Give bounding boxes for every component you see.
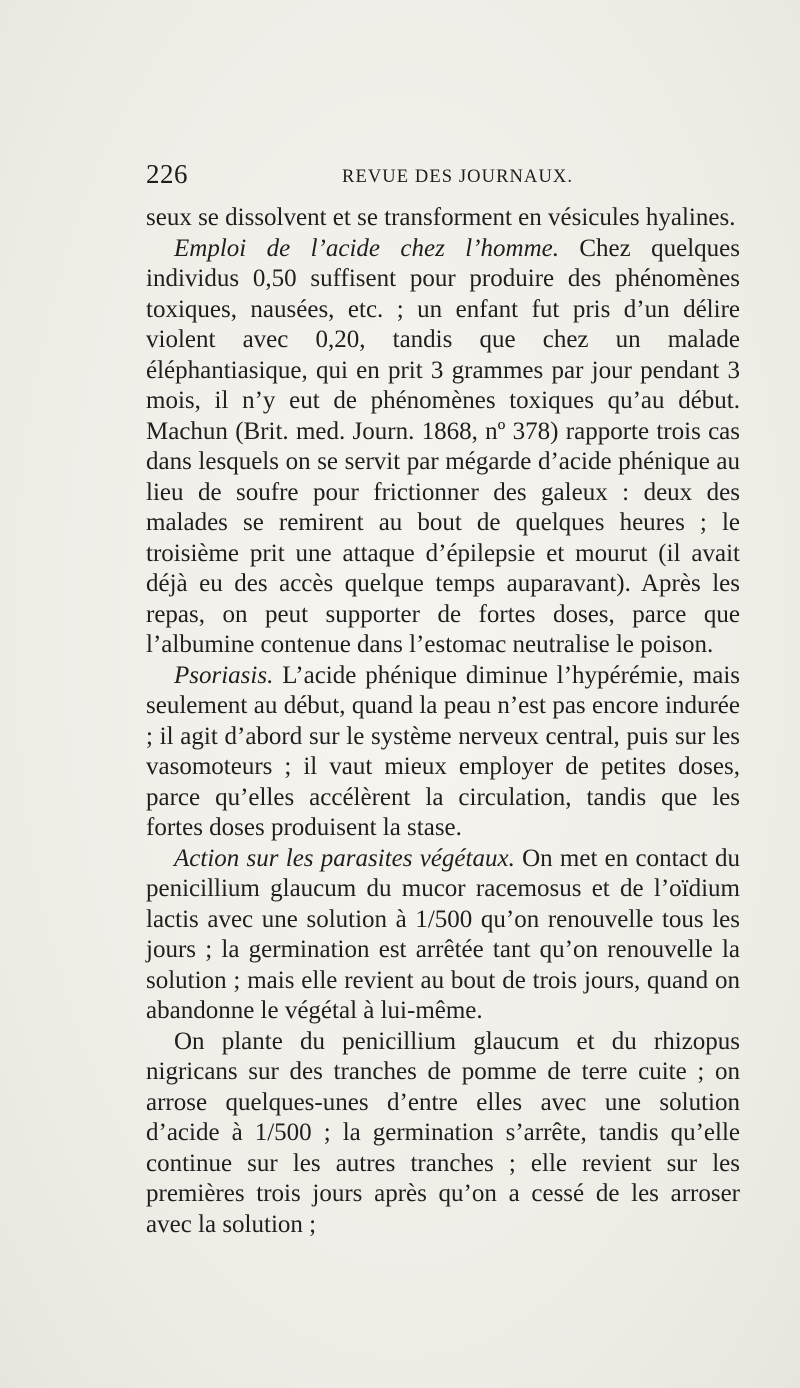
section-heading-psoriasis: Psoriasis. bbox=[174, 661, 274, 689]
paragraph-text: On met en contact du penicillium glaucum du mucor racemosus et de l’oïdium lactis avec une solution à 1/500 qu’on renouvelle tous les jours ; la germination est arrêtée tant qu’on renouvelle la solution ; mais elle revient au bout de trois jours, quand on abandonne le végétal à lui-même. bbox=[146, 844, 740, 1024]
section-heading-parasites: Action sur les parasites végétaux. bbox=[174, 844, 515, 872]
paragraph-text: seux se dissolvent et se transforment en vésicules hyalines. bbox=[146, 204, 736, 231]
paragraph-penicillium bbox=[146, 1027, 740, 1241]
section-heading-emploi: Emploi de l’acide chez l’homme. bbox=[174, 234, 559, 262]
body-text bbox=[146, 203, 740, 1240]
paragraph-text: Chez quelques individus 0,50 suffisent pour produire des phénomènes toxiques, nausées, etc. ; un enfant fut pris d’un délire violent avec 0,20, tandis que chez un malade éléphantiasique, qui en prit 3 grammes par jour pendant 3 mois, il n’y eut de phénomènes toxiques qu’au début. Machun (Brit. med. Journ. 1868, nº 378) rapporte trois cas dans lesquels on se servit par mégarde d’acide phénique au lieu de soufre pour frictionner des galeux : deux des malades se remirent au bout de quelques heures ; le troisième prit une attaque d’épilepsie et mourut (il avait déjà eu des accès quelque temps auparavant). Après les repas, on peut supporter de fortes doses, parce que l’albumine contenue dans l’estomac neutralise le poison. bbox=[146, 234, 740, 658]
running-title: REVUE DES JOURNAUX. bbox=[342, 167, 574, 187]
paragraph-continued bbox=[146, 203, 740, 234]
page-header bbox=[146, 158, 740, 194]
paragraph-parasites bbox=[146, 844, 740, 1027]
paragraph-psoriasis bbox=[146, 661, 740, 844]
paragraph-text: On plante du penicillium glaucum et du rhizopus nigricans sur des tranches de pomme de terre cuite ; on arrose quelques-unes d’entre elles avec une solution d’acide à 1/500 ; la germination s’arrête, tandis qu’elle continue sur les autres tranches ; elle revient sur les premières trois jours après qu’on a cessé de les arroser avec la solution ; bbox=[146, 1027, 740, 1238]
paragraph-text: L’acide phénique diminue l’hypérémie, mais seulement au début, quand la peau n’est pas encore indurée ; il agit d’abord sur le système nerveux central, puis sur les vasomoteurs ; il vaut mieux employer de petites doses, parce qu’elles accélèrent la circulation, tandis que les fortes doses produisent la stase. bbox=[146, 661, 740, 841]
page-number: 226 bbox=[146, 159, 188, 189]
paragraph-emploi-acide bbox=[146, 234, 740, 661]
